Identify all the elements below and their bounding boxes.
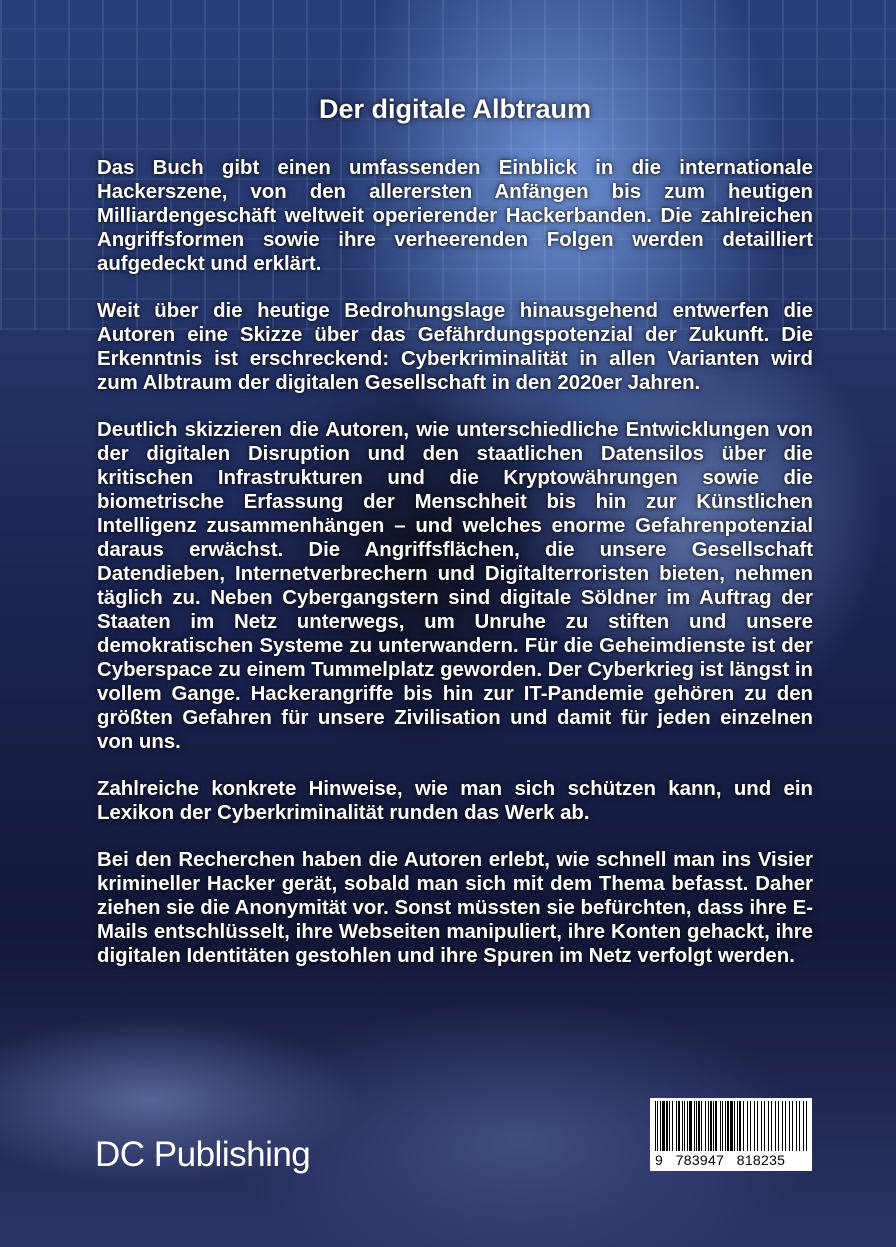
publisher-name: DC Publishing [95,1135,311,1174]
paragraph-4: Zahlreiche konkrete Hinweise, wie man sich schützen kann, und ein Lexikon der Cyberkriminalität runden das Werk ab. [97,778,813,824]
blurb [97,92,813,991]
isbn-digits: 9 783947 818235 [655,1152,786,1168]
paragraph-1: Das Buch gibt einen umfassenden Einblick in die internationale Hackerszene, von den allerersten Anfängen bis zum heutigen Milliardengeschäft weltweit operierender Hackerbanden. Die zahlreichen Angriffsformen sowie ihre verheerenden Folgen werden detailliert aufgedeckt und erklärt. [97,157,813,275]
paragraph-3: Deutlich skizzieren die Autoren, wie unterschiedliche Entwicklungen von der digitalen Disruption und den staatlichen Datensilos über die kritischen Infrastrukturen und die Kryptowährungen sowie die biometrische Erfassung der Menschheit bis hin zur Künstlichen Intelligenz zusammenhängen – und welches enorme Gefahrenpotenzial daraus erwächst. Die Angriffsflächen, die unsere Gesellschaft Datendieben, Internetverbrechern und Digitalterroristen bieten, nehmen täglich zu. Neben Cybergangstern sind digitale Söldner im Auftrag der Staaten im Netz unterwegs, um Unruhe zu stiften und unsere demokratischen Systeme zu unterwandern. Für die Geheimdienste ist der Cyberspace zu einem Tummelplatz geworden. Der Cyberkrieg ist längst in vollem Gange. Hackerangriffe bis hin zur IT-Pandemie gehören zu den größten Gefahren für unsere Zivilisation und damit für jeden einzelnen von uns. [97,419,813,753]
barcode-bars [655,1101,807,1151]
book-title: Der digitale Albtraum [318,94,592,124]
paragraph-5: Bei den Recherchen haben die Autoren erlebt, wie schnell man ins Visier krimineller Hacker gerät, sobald man sich mit dem Thema befasst. Daher ziehen sie die Anonymität vor. Sonst müssten sie befürchten, dass ihre E-Mails entschlüsselt, ihre Webseiten manipuliert, ihre Konten gehackt, ihre digitalen Identitäten gestohlen und ihre Spuren im Netz verfolgt werden. [97,849,813,967]
paragraph-2: Weit über die heutige Bedrohungslage hinausgehend entwerfen die Autoren eine Skizze über das Gefährdungspotenzial der Zukunft. Die Erkenntnis ist erschreckend: Cyberkriminalität in allen Varianten wird zum Albtraum der digitalen Gesellschaft in den 2020er Jahren. [97,300,813,394]
barcode-bar [806,1101,807,1151]
isbn-barcode [650,1098,812,1171]
